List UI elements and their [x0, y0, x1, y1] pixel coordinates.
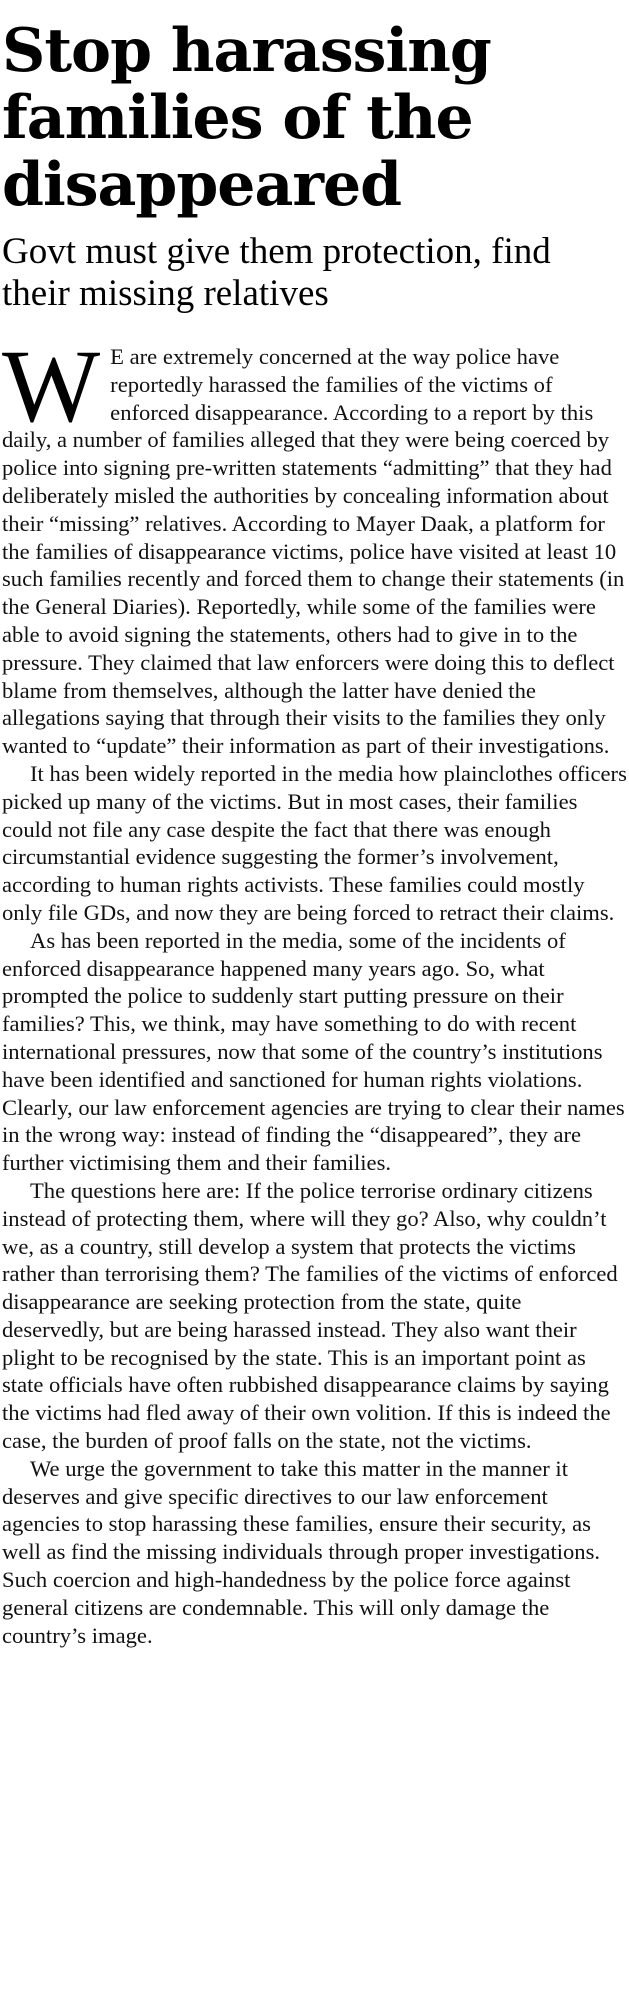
paragraph-3: As has been reported in the media, some of the incidents of enforced disappearance happened many years ago. So, what prompted the police to suddenly start putting pressure on their families? This, we think, may have something to do with recent international pressures, now that some of the country’s institutions have been identified and sanctioned for human rights violations. Clearly, our law enforcement agencies are trying to clear their names in the wrong way: instead of finding the “disappeared”, they are further victimising them and their families. — [2, 927, 625, 1176]
paragraph-1 — [2, 329, 627, 760]
paragraph-4: The questions here are: If the police terrorise ordinary citizens instead of protecting them, where will they go? Also, why couldn’t we, as a country, still develop a system that protects the victims rather than terrorising them? The families of the victims of enforced disappearance are seeking protection from the state, quite deservedly, but are being harassed instead. They also want their plight to be recognised by the state. This is an important point as state officials have often rubbished disappearance claims by saying the victims had fled away of their own volition. If this is indeed the case, the burden of proof falls on the state, not the victims. — [2, 1177, 618, 1454]
article-body — [2, 329, 627, 1649]
paragraph-5: We urge the government to take this matter in the manner it deserves and give specific directives to our law enforcement agencies to stop harassing these families, ensure their security, as well as find the missing individuals through proper investigations. Such coercion and high-handedness by the police force against general citizens are condemnable. This will only damage the country’s image. — [2, 1455, 601, 1648]
paragraph-1-text: E are extremely concerned at the way police have reportedly harassed the families of the victims of enforced disappearance. According to a report by this daily, a number of families alleged that they were being coerced by police into signing pre-written statements “admitting” that they had deliberately misled the authorities by concealing information about their “missing” relatives. According to Mayer Daak, a platform for the families of disappearance victims, police have visited at least 10 such families recently and forced them to change their statements (in the General Diaries). Reportedly, while some of the families were able to avoid signing the statements, others had to give in to the pressure. They claimed that law enforcers were doing this to deflect blame from themselves, although the latter have denied the allegations saying that through their visits to the families they only wanted to “update” their information as part of their investigations. — [2, 344, 625, 759]
drop-cap: W — [2, 329, 101, 444]
headline: Stop harassing families of the disappeared — [2, 16, 491, 220]
subheadline: Govt must give them protection, find their missing relatives — [2, 231, 551, 314]
paragraph-2: It has been widely reported in the media how plainclothes officers picked up many of the victims. But in most cases, their families could not file any case despite the fact that there was enough circumstantial evidence suggesting the former’s involvement, according to human rights activists. These families could mostly only file GDs, and now they are being forced to retract their claims. — [2, 760, 627, 925]
